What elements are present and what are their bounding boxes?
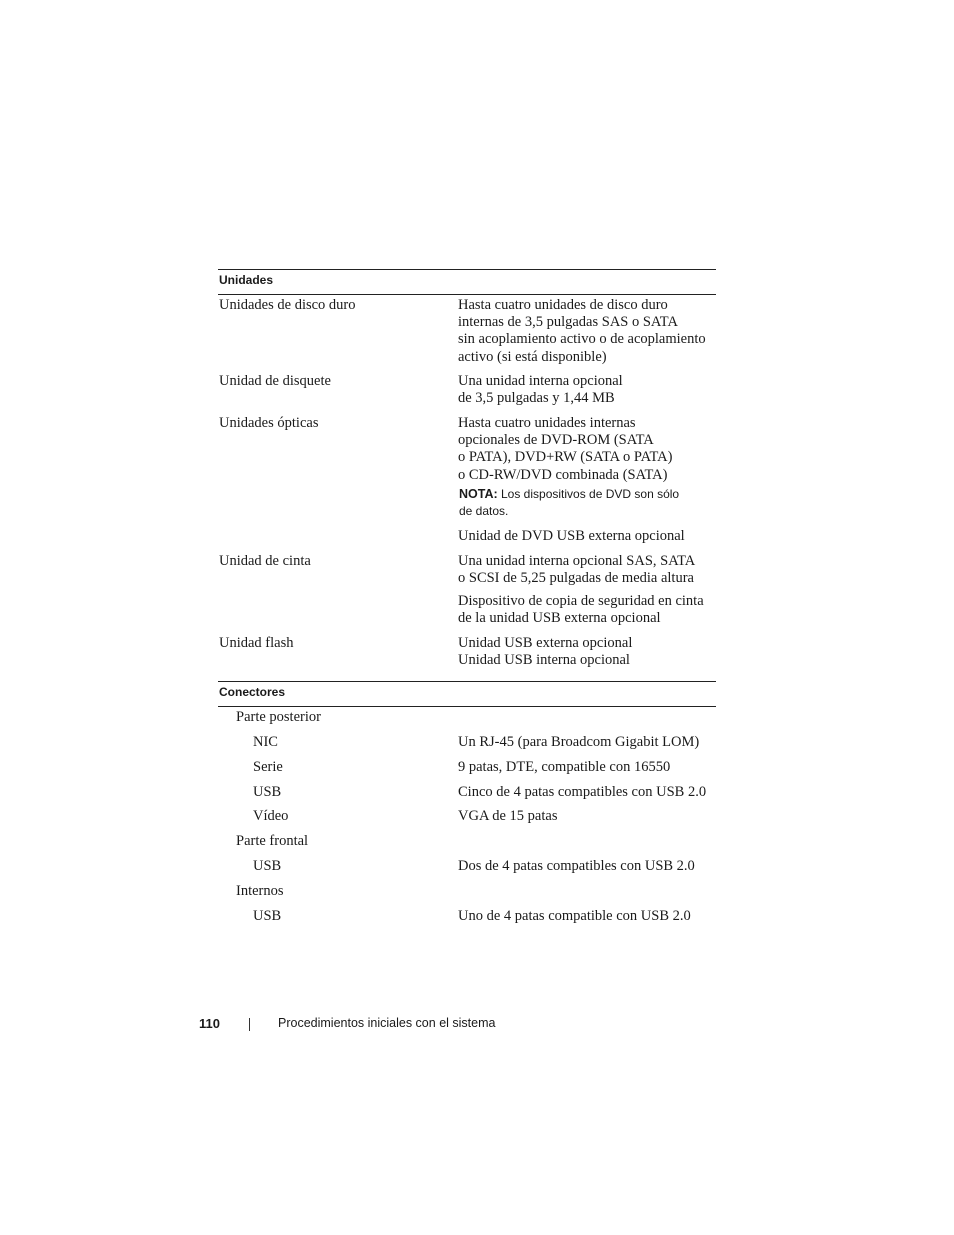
subsection-parte-frontal: Parte frontal — [236, 833, 309, 849]
spec-value-line: Hasta cuatro unidades internas — [458, 415, 636, 431]
note-dvd — [459, 486, 679, 520]
spec-label-flash: Unidad flash — [219, 635, 294, 651]
spec-label-usb-rear: USB — [253, 784, 282, 800]
note-text: Los dispositivos de DVD son sólo — [501, 487, 680, 501]
section-top-rule — [218, 681, 716, 682]
spec-label-serie: Serie — [253, 759, 283, 775]
spec-label-tape: Unidad de cinta — [219, 553, 311, 569]
subsection-internos: Internos — [236, 883, 284, 899]
spec-value-line: de 3,5 pulgadas y 1,44 MB — [458, 390, 615, 407]
spec-value-tape — [458, 553, 695, 587]
spec-value-line: o SCSI de 5,25 pulgadas de media altura — [458, 570, 694, 587]
spec-value-line: internas de 3,5 pulgadas SAS o SATA — [458, 314, 678, 331]
spec-value-usb-front: Dos de 4 patas compatibles con USB 2.0 — [458, 858, 695, 874]
spec-value-optical — [458, 415, 672, 484]
spec-value-line: Hasta cuatro unidades de disco duro — [458, 297, 668, 313]
spec-value-line: de la unidad USB externa opcional — [458, 610, 661, 627]
section-title-unidades: Unidades — [219, 273, 274, 287]
subsection-parte-posterior: Parte posterior — [236, 709, 321, 725]
footer-separator — [249, 1018, 250, 1031]
spec-value-line: o CD-RW/DVD combinada (SATA) — [458, 466, 668, 483]
spec-value-floppy — [458, 373, 623, 407]
spec-value-line: Unidad USB interna opcional — [458, 652, 630, 669]
spec-value-line: Una unidad interna opcional — [458, 373, 623, 389]
spec-value-usb-rear: Cinco de 4 patas compatibles con USB 2.0 — [458, 784, 707, 800]
spec-value-line: Una unidad interna opcional SAS, SATA — [458, 553, 696, 569]
note-text: de datos. — [459, 504, 509, 518]
spec-value-line: opcionales de DVD-ROM (SATA — [458, 432, 654, 449]
spec-value-serie: 9 patas, DTE, compatible con 16550 — [458, 759, 671, 775]
spec-label-video: Vídeo — [253, 808, 289, 824]
spec-label-usb-internal: USB — [253, 908, 282, 924]
spec-value-line: Unidad USB externa opcional — [458, 635, 633, 651]
spec-value-line: Dispositivo de copia de seguridad en cinta — [458, 593, 704, 609]
spec-value-line: o PATA), DVD+RW (SATA o PATA) — [458, 449, 673, 466]
section-header-rule — [218, 706, 716, 707]
spec-label-floppy: Unidad de disquete — [219, 373, 331, 389]
note-label: NOTA: — [459, 487, 498, 501]
spec-label-usb-front: USB — [253, 858, 282, 874]
section-header-rule — [218, 294, 716, 295]
spec-value-optical-usb: Unidad de DVD USB externa opcional — [458, 528, 685, 544]
spec-value-video: VGA de 15 patas — [458, 808, 558, 824]
section-title-conectores: Conectores — [219, 685, 286, 699]
spec-value-hdd — [458, 297, 706, 366]
footer-chapter-title: Procedimientos iniciales con el sistema — [278, 1016, 496, 1030]
section-top-rule — [218, 269, 716, 270]
spec-value-line: activo (si está disponible) — [458, 348, 607, 365]
spec-value-line: sin acoplamiento activo o de acoplamiento — [458, 331, 706, 348]
spec-value-usb-internal: Uno de 4 patas compatible con USB 2.0 — [458, 908, 691, 924]
spec-value-flash — [458, 635, 632, 669]
spec-label-optical: Unidades ópticas — [219, 415, 319, 431]
spec-value-nic: Un RJ-45 (para Broadcom Gigabit LOM) — [458, 734, 700, 750]
page-number: 110 — [199, 1016, 220, 1031]
spec-label-nic: NIC — [253, 734, 278, 750]
spec-value-tape-usb — [458, 593, 704, 627]
spec-label-hdd: Unidades de disco duro — [219, 297, 356, 313]
